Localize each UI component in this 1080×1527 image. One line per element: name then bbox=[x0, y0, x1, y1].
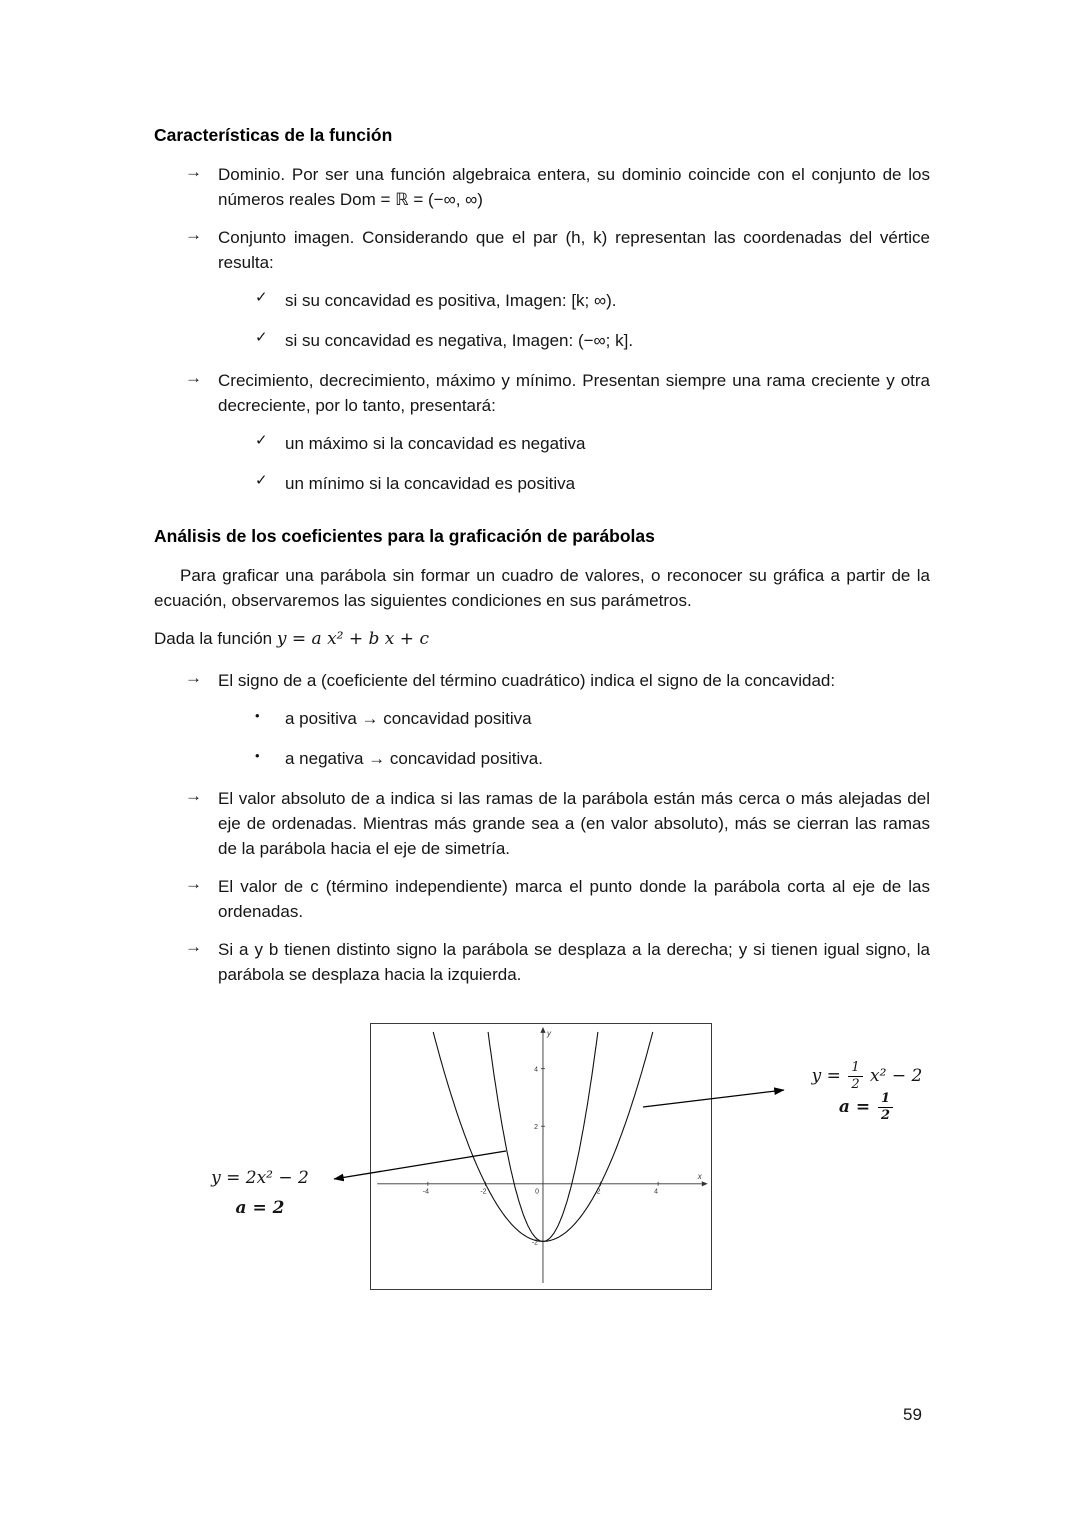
check-icon: ✓ bbox=[255, 329, 268, 346]
figure bbox=[154, 1023, 930, 1328]
list-item-text: Crecimiento, decrecimiento, máximo y mínimo. Presentan siempre una rama creciente y otra decreciente, por lo tanto, presentará: bbox=[218, 371, 930, 415]
svg-text:-2: -2 bbox=[531, 1239, 539, 1247]
check-item-text: un máximo si la concavidad es negativa bbox=[285, 434, 586, 453]
fraction-denominator: 2 bbox=[881, 1107, 891, 1123]
fraction-numerator: 1 bbox=[878, 1092, 893, 1108]
curve-label-right bbox=[807, 1061, 927, 1122]
check-item bbox=[154, 288, 930, 313]
arrow-bullet-icon: → bbox=[185, 937, 202, 956]
curve-equation bbox=[807, 1061, 927, 1092]
check-item bbox=[154, 471, 930, 496]
equation-prefix: y = bbox=[811, 1066, 841, 1086]
fraction-numerator: 1 bbox=[848, 1061, 862, 1077]
function-formula: y = a x² + b x + c bbox=[276, 629, 429, 649]
curve-coefficient: a = 2 bbox=[235, 1198, 285, 1218]
check-item-text: si su concavidad es negativa, Imagen: (−∞; k]. bbox=[285, 331, 634, 350]
function-definition-text: Dada la función bbox=[154, 629, 277, 648]
page-number: 59 bbox=[903, 1405, 922, 1424]
arrow-bullet-icon: → bbox=[185, 368, 202, 387]
fraction bbox=[878, 1092, 893, 1122]
check-icon: ✓ bbox=[255, 472, 268, 489]
svg-text:y: y bbox=[546, 1028, 551, 1038]
svg-text:4: 4 bbox=[534, 1066, 539, 1074]
intro-paragraph: Para graficar una parábola sin formar un cuadro de valores, o reconocer su gráfica a partir de la ecuación, observaremos las siguientes condiciones en sus parámetros. bbox=[154, 566, 930, 610]
list-item-text: El signo de a (coeficiente del término cuadrático) indica el signo de la concavidad: bbox=[218, 671, 836, 690]
svg-text:-4: -4 bbox=[422, 1188, 429, 1196]
svg-text:2: 2 bbox=[596, 1188, 601, 1196]
curve-label-left bbox=[202, 1163, 318, 1223]
list-item-signo bbox=[154, 668, 930, 693]
dot-item-text: a positiva → concavidad positiva bbox=[285, 709, 532, 728]
dot-item bbox=[154, 706, 930, 731]
list-item-desplazamiento bbox=[154, 937, 930, 987]
check-icon: ✓ bbox=[255, 432, 268, 449]
arrow-bullet-icon: → bbox=[185, 874, 202, 893]
list-item-imagen bbox=[154, 225, 930, 275]
list-item-text: Si a y b tienen distinto signo la parábola se desplaza a la derecha; y si tienen igual signo, la parábola se desplaza hacia la izquierda. bbox=[218, 940, 930, 984]
page-content bbox=[154, 125, 930, 1328]
section2-heading: Análisis de los coeficientes para la graficación de parábolas bbox=[154, 526, 655, 546]
dot-bullet-icon: • bbox=[255, 708, 260, 723]
equation-suffix: x² − 2 bbox=[870, 1066, 923, 1086]
fraction-denominator: 2 bbox=[851, 1077, 860, 1092]
list-item-dominio bbox=[154, 162, 930, 212]
check-item bbox=[154, 431, 930, 456]
dot-bullet-icon: • bbox=[255, 748, 260, 763]
svg-text:-2: -2 bbox=[480, 1188, 487, 1196]
section1-heading: Características de la función bbox=[154, 125, 393, 145]
list-item-crecimiento bbox=[154, 368, 930, 418]
check-item-text: un mínimo si la concavidad es positiva bbox=[285, 474, 576, 493]
check-item-text: si su concavidad es positiva, Imagen: [k; ∞). bbox=[285, 291, 617, 310]
list-item-text: Conjunto imagen. Considerando que el par (h, k) representan las coordenadas del vértice resulta: bbox=[218, 228, 930, 272]
svg-text:2: 2 bbox=[534, 1124, 539, 1132]
coefficient-prefix: a = bbox=[838, 1096, 871, 1117]
arrow-bullet-icon: → bbox=[185, 162, 202, 181]
curve-equation: y = 2x² − 2 bbox=[211, 1168, 309, 1188]
dot-item-text: a negativa → concavidad positiva. bbox=[285, 749, 543, 768]
list-item-text: El valor de c (término independiente) marca el punto donde la parábola corta al eje de las ordenadas. bbox=[218, 877, 930, 921]
list-item-valor-absoluto bbox=[154, 786, 930, 861]
svg-text:0: 0 bbox=[535, 1188, 540, 1196]
fraction bbox=[848, 1061, 862, 1091]
check-item bbox=[154, 328, 930, 353]
dot-item bbox=[154, 746, 930, 771]
curve-coefficient bbox=[807, 1092, 927, 1123]
list-item-text: El valor absoluto de a indica si las ramas de la parábola están más cerca o más alejadas del eje de ordenadas. Mientras más grande sea a (en valor absoluto), más se cierran las ramas de la parábola hacia el eje de simetría. bbox=[218, 789, 930, 858]
parabola-plot bbox=[370, 1023, 712, 1290]
arrow-bullet-icon: → bbox=[185, 225, 202, 244]
list-item-text: Dominio. Por ser una función algebraica entera, su dominio coincide con el conjunto de los números reales Dom = ℝ = (−∞, ∞) bbox=[218, 165, 930, 209]
arrow-bullet-icon: → bbox=[185, 786, 202, 805]
list-item-valor-c bbox=[154, 874, 930, 924]
check-icon: ✓ bbox=[255, 289, 268, 306]
svg-text:x: x bbox=[697, 1171, 702, 1181]
function-definition bbox=[154, 626, 930, 652]
svg-text:4: 4 bbox=[654, 1188, 659, 1196]
arrow-bullet-icon: → bbox=[185, 668, 202, 687]
